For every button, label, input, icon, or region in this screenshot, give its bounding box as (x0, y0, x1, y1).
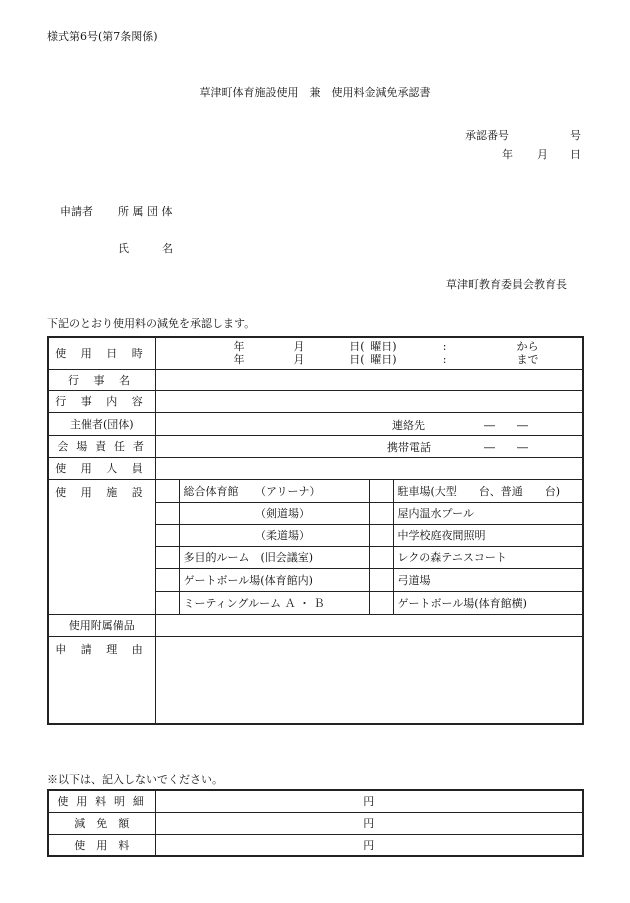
manager-field[interactable] (155, 435, 583, 457)
equipment-field[interactable] (155, 614, 583, 636)
event-content-field[interactable] (155, 390, 583, 412)
to-day: 日( (349, 353, 365, 367)
reason-field[interactable] (155, 636, 583, 724)
fee-detail-label: 使 用 料 明 細 (48, 790, 155, 812)
facility-arena: 総合体育館 （アリーナ） (179, 479, 369, 502)
approval-number-label: 承認番号 (465, 129, 509, 142)
mobile-label: 携帯電話 (387, 441, 431, 454)
facility-checkbox[interactable] (155, 546, 179, 568)
facility-parking: 駐車場(大型 台、普通 台) (393, 479, 583, 502)
organizer-field[interactable] (155, 412, 583, 435)
fee-row (48, 834, 583, 856)
event-name-field[interactable] (155, 369, 583, 390)
fee-row (48, 790, 583, 812)
contact-label: 連絡先 (392, 418, 425, 432)
contact-dash: ― ― (484, 418, 528, 432)
organizer-row (48, 412, 583, 435)
facility-pool: 屋内温水プール (393, 502, 583, 524)
form-number: 様式第6号(第7条関係) (47, 30, 158, 43)
reason-row (48, 636, 583, 724)
note-text: ※以下は、記入しないでください。 (47, 773, 223, 786)
reason-label: 申 請 理 由 (48, 636, 155, 724)
facility-archery: 弓道場 (393, 568, 583, 591)
event-name-row (48, 369, 583, 390)
manager-label: 会 場 責 任 者 (48, 435, 155, 457)
facility-checkbox[interactable] (369, 546, 393, 568)
from-year: 年 (233, 340, 245, 354)
organizer-label: 主催者(団体) (48, 412, 155, 435)
facility-checkbox[interactable] (369, 591, 393, 614)
facility-checkbox[interactable] (155, 524, 179, 546)
date-to (160, 353, 579, 366)
facility-meeting-room: ミーティングルーム Ａ ・ Ｂ (179, 591, 369, 614)
exemption-value[interactable]: 円 (155, 812, 583, 834)
date-from (160, 340, 579, 353)
to-year: 年 (233, 353, 245, 367)
fee-table (47, 789, 584, 857)
affiliation-label: 所 属 団 体 (118, 205, 173, 218)
facility-checkbox[interactable] (155, 568, 179, 591)
from-suffix: から (516, 340, 539, 354)
facility-checkbox[interactable] (155, 479, 179, 502)
equipment-row (48, 614, 583, 636)
exemption-label: 減 免 額 (48, 812, 155, 834)
applicant-label: 申請者 (60, 205, 93, 218)
facility-multipurpose: 多目的ルーム (旧会議室) (179, 546, 369, 568)
date-day: 日 (570, 148, 581, 161)
from-weekday: 曜日) (370, 340, 397, 354)
users-row (48, 457, 583, 479)
facility-checkbox[interactable] (369, 502, 393, 524)
to-suffix: まで (516, 353, 539, 367)
from-month: 月 (293, 340, 305, 354)
facility-kendo: （剣道場） (179, 502, 369, 524)
approval-table (47, 336, 584, 725)
facilities-label: 使 用 施 設 (48, 479, 155, 614)
fee-detail-value[interactable]: 円 (155, 790, 583, 812)
facility-checkbox[interactable] (155, 591, 179, 614)
facility-judo: （柔道場） (179, 524, 369, 546)
event-content-label: 行 事 内 容 (48, 390, 155, 412)
to-month: 月 (293, 353, 305, 367)
intro-text: 下記のとおり使用料の減免を承認します。 (47, 317, 256, 330)
mobile-dash: ― ― (484, 441, 528, 454)
usage-date-field[interactable] (155, 337, 583, 369)
facility-night-lighting: 中学校庭夜間照明 (393, 524, 583, 546)
issuer: 草津町教育委員会教育長 (446, 278, 567, 291)
event-name-label: 行 事 名 (48, 369, 155, 390)
approval-number-suffix: 号 (570, 129, 581, 142)
usage-fee-label: 使 用 料 (48, 834, 155, 856)
facility-gateball-outdoor: ゲートボール場(体育館横) (393, 591, 583, 614)
to-time-colon: : (442, 353, 447, 367)
document-title: 草津町体育施設使用 兼 使用料金減免承認書 (199, 86, 431, 99)
facility-gateball-indoor: ゲートボール場(体育館内) (179, 568, 369, 591)
from-day: 日( (349, 340, 365, 354)
usage-date-row (48, 337, 583, 369)
usage-date-label: 使 用 日 時 (48, 337, 155, 369)
equipment-label: 使用附属備品 (48, 614, 155, 636)
name-label: 氏 名 (118, 242, 173, 255)
from-time-colon: : (442, 340, 447, 354)
facility-checkbox[interactable] (369, 568, 393, 591)
usage-fee-value[interactable]: 円 (155, 834, 583, 856)
date-year: 年 (502, 148, 513, 161)
to-weekday: 曜日) (370, 353, 397, 367)
fee-row (48, 812, 583, 834)
facility-tennis: レクの森テニスコート (393, 546, 583, 568)
manager-row (48, 435, 583, 457)
facility-row-1 (48, 479, 583, 502)
event-content-row (48, 390, 583, 412)
facility-checkbox[interactable] (155, 502, 179, 524)
facility-checkbox[interactable] (369, 524, 393, 546)
users-field[interactable] (155, 457, 583, 479)
users-label: 使 用 人 員 (48, 457, 155, 479)
facility-checkbox[interactable] (369, 479, 393, 502)
date-month: 月 (537, 148, 548, 161)
